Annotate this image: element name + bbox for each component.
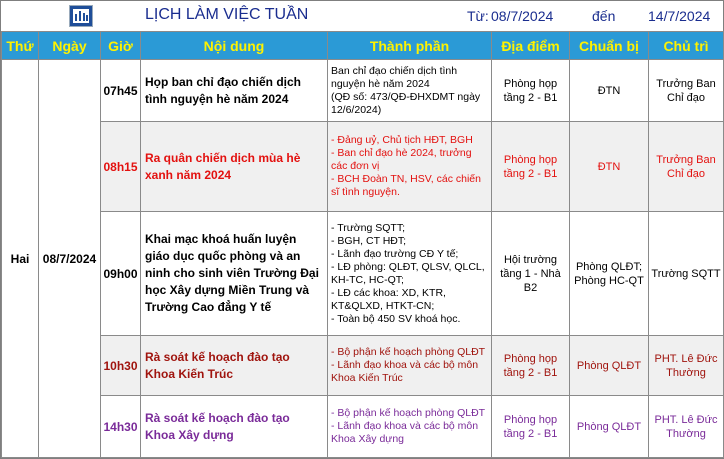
location-cell: Phòng họp tầng 2 - B1: [492, 60, 570, 122]
participants-cell: [328, 60, 492, 122]
date-cell: 08/7/2024: [39, 60, 101, 458]
table-row: [2, 212, 724, 336]
chair-cell: PHT. Lê Đức Thường: [649, 396, 724, 458]
schedule-table: [1, 31, 724, 458]
participants-cell: [328, 122, 492, 212]
participant-line: - BCH Đoàn TN, HSV, các chiến sĩ tình nguyện.: [331, 173, 481, 198]
participant-line: - Toàn bộ 450 SV khoá học.: [331, 312, 461, 325]
chair-cell: Trưởng Ban Chỉ đạo: [649, 122, 724, 212]
to-label: đến: [592, 8, 616, 24]
participant-line: - LĐ phòng: QLĐT, QLSV, QLCL, KH-TC, HC-QT;: [331, 260, 485, 286]
location-cell: Phòng họp tầng 2 - B1: [492, 396, 570, 458]
col-header-time: Giờ: [101, 32, 141, 60]
location-cell: Phòng họp tầng 2 - B1: [492, 122, 570, 212]
col-header-date: Ngày: [39, 32, 101, 60]
header-row: [2, 32, 724, 60]
participant-line: - Lãnh đạo khoa và các bộ môn Khoa Xây dựng: [331, 420, 479, 445]
col-header-prep: Chuẩn bị: [570, 32, 649, 60]
participant-line: - Lãnh đạo khoa và các bộ môn Khoa Kiến Trúc: [331, 359, 479, 384]
table-row: [2, 122, 724, 212]
participant-line: - LĐ các khoa: XD, KTR, KT&QLXD, HTKT-CN;: [331, 286, 446, 312]
prep-cell: Phòng QLĐT: [570, 336, 649, 396]
chair-cell: Trưởng Ban Chỉ đạo: [649, 60, 724, 122]
participant-line: - Đảng uỷ, Chủ tịch HĐT, BGH: [331, 134, 473, 146]
chair-cell: Trường SQTT: [649, 212, 724, 336]
from-date: 08/7/2024: [491, 8, 554, 24]
participant-line: - Lãnh đạo trường CĐ Y tế;: [331, 247, 459, 260]
participant-line: Ban chỉ đạo chiến dịch tình nguyện hè năm 2024: [331, 64, 458, 90]
time-cell: 08h15: [101, 122, 141, 212]
table-row: [2, 396, 724, 458]
chair-cell: PHT. Lê Đức Thường: [649, 336, 724, 396]
content-cell: Ra quân chiến dịch mùa hè xanh năm 2024: [141, 122, 328, 212]
time-cell: 07h45: [101, 60, 141, 122]
location-cell: Hội trường tầng 1 - Nhà B2: [492, 212, 570, 336]
prep-cell: ĐTN: [570, 122, 649, 212]
prep-cell: ĐTN: [570, 60, 649, 122]
table-row: [2, 336, 724, 396]
logo-icon: [69, 5, 93, 27]
participant-line: - Bộ phận kế hoạch phòng QLĐT: [331, 407, 486, 419]
prep-cell: Phòng QLĐT; Phòng HC-QT: [570, 212, 649, 336]
participant-line: - Trường SQTT;: [331, 221, 406, 234]
location-cell: Phòng họp tầng 2 - B1: [492, 336, 570, 396]
time-cell: 14h30: [101, 396, 141, 458]
table-row: [2, 60, 724, 122]
participant-line: - BGH, CT HĐT;: [331, 234, 407, 247]
col-header-content: Nội dung: [141, 32, 328, 60]
col-header-chair: Chủ trì: [649, 32, 724, 60]
header-bar: [1, 1, 723, 31]
participant-line: - Ban chỉ đạo hè 2024, trưởng các đơn vị: [331, 147, 472, 172]
col-header-location: Địa điểm: [492, 32, 570, 60]
to-date: 14/7/2024: [648, 8, 711, 24]
participants-cell: [328, 396, 492, 458]
col-header-participants: Thành phần: [328, 32, 492, 60]
participant-line: (QĐ số: 473/QĐ-ĐHXDMT ngày 12/6/2024): [331, 90, 481, 116]
from-label: Từ:: [467, 8, 489, 24]
page-title: LỊCH LÀM VIỆC TUẦN: [145, 6, 309, 23]
time-cell: 10h30: [101, 336, 141, 396]
participants-cell: [328, 336, 492, 396]
content-cell: Khai mạc khoá huấn luyện giáo dục quốc phòng và an ninh cho sinh viên Trường Đại học Xây dựng Miền Trung và Trường Cao đẳng Y tế: [141, 212, 328, 336]
prep-cell: Phòng QLĐT: [570, 396, 649, 458]
content-cell: Rà soát kế hoạch đào tạo Khoa Xây dựng: [141, 396, 328, 458]
content-cell: Họp ban chỉ đạo chiến dịch tình nguyện hè năm 2024: [141, 60, 328, 122]
participant-line: - Bộ phận kế hoạch phòng QLĐT: [331, 346, 486, 358]
participants-cell: [328, 212, 492, 336]
day-cell: Hai: [2, 60, 39, 458]
col-header-day: Thứ: [2, 32, 39, 60]
content-cell: Rà soát kế hoạch đào tạo Khoa Kiến Trúc: [141, 336, 328, 396]
time-cell: 09h00: [101, 212, 141, 336]
